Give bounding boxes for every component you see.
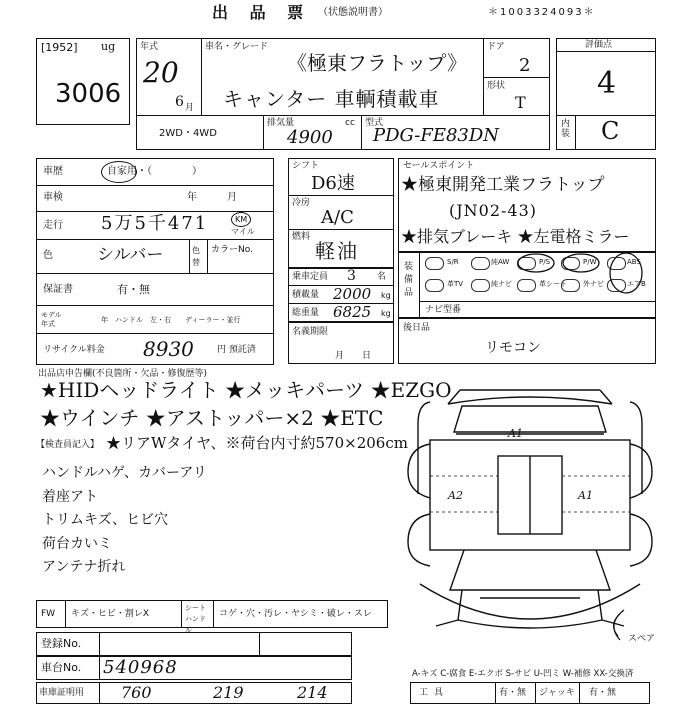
equip-navi-label: 純ナビ <box>491 280 512 288</box>
name-grade-label: 車名・グレード <box>205 42 269 52</box>
interior-label: 内装 <box>561 119 571 139</box>
serial-number: ＊1003324093＊ <box>488 7 596 18</box>
sales-line-3: ★排気ブレーキ ★左電格ミラー <box>401 227 630 246</box>
equip-airbag-label: エアB <box>627 280 646 288</box>
km-circle <box>231 212 251 227</box>
gross-unit: kg <box>381 309 391 318</box>
certificate-label: 車庫証明用 <box>39 688 85 698</box>
jack-label: ジャッキ <box>539 688 575 698</box>
later-items-label: 後日品 <box>403 323 431 333</box>
color-label: 色 <box>43 250 53 261</box>
equipment-circles <box>399 253 657 319</box>
inspector-line-5: 荷台カいミ <box>42 536 112 552</box>
ac-label: 冷房 <box>292 198 311 208</box>
equipment-label: 装備品 <box>404 262 414 298</box>
inspection-label: 車検 <box>43 192 63 203</box>
history-table <box>36 158 274 365</box>
lot-code: [1952] <box>41 41 78 54</box>
vehicle-name: キャンター 車輌積載車 <box>223 87 440 111</box>
equip-pw-label: P/W <box>583 258 597 266</box>
history-circle <box>101 161 137 183</box>
mileage-label: 走行 <box>43 220 63 231</box>
displacement-value: 4900 <box>287 127 333 148</box>
certificate-v2: 219 <box>213 683 244 702</box>
inspector-label: 【検査員記入】 <box>36 440 100 450</box>
expiry-value: 月 日 <box>335 351 372 361</box>
spec-table <box>288 158 394 268</box>
month-value: 6 <box>175 94 184 110</box>
certificate-v1: 760 <box>121 683 152 702</box>
car-damage-diagram <box>400 384 660 644</box>
tools-row <box>410 682 650 704</box>
shift-value: D6速 <box>311 173 355 194</box>
color-no-label: カラーNo. <box>211 245 253 255</box>
doors-label: ドア <box>487 42 505 52</box>
sales-line-2: (JN02-43) <box>449 201 538 220</box>
equip-tv-label: 革TV <box>447 280 464 288</box>
fw-label: FW <box>41 609 56 619</box>
passengers-unit: 名 <box>377 272 387 282</box>
lot-box <box>36 38 130 125</box>
model-type-label: 型式 <box>365 118 384 128</box>
model-year-value: 年 ハンドル 左・右 ディーラー・並行 <box>101 316 241 324</box>
capacity-table <box>288 268 394 322</box>
registration-label: 登録No. <box>41 637 82 650</box>
displacement-label: 排気量 <box>267 118 295 128</box>
form-title: 出 品 票 <box>212 3 312 22</box>
rating-box <box>556 38 656 150</box>
sheet-label: シートハンドル <box>185 604 206 634</box>
spare-label: スペア <box>628 634 656 644</box>
fuel-label: 燃料 <box>292 232 311 242</box>
shop-notes-line-2: ★ウインチ ★アストッパー×2 ★ETC <box>40 406 384 430</box>
color-change-label: 色替 <box>192 246 200 267</box>
jack-value: 有・無 <box>589 688 617 698</box>
sheet-value: コゲ・穴・汚レ・ヤシミ・破レ・スレ <box>219 609 372 619</box>
inspector-line-1: ★リアWタイヤ、※荷台内寸約570×206cm <box>106 434 408 452</box>
tools-label: 工具 <box>419 688 450 698</box>
rating-value: 4 <box>597 66 617 101</box>
expiry-box <box>288 322 394 364</box>
gross-label: 総重量 <box>292 308 320 318</box>
form-subtitle: （状態説明書） <box>318 7 388 18</box>
recycle-value: 8930 <box>143 337 194 361</box>
inspection-value: 年 月 <box>187 192 237 203</box>
vehicle-info-box <box>136 38 550 150</box>
model-handwritten: 《極東フラトップ》 <box>287 51 467 75</box>
inspector-line-2: ハンドルハゲ、カバーアリ <box>42 465 207 481</box>
month-unit: 月 <box>185 103 195 113</box>
equip-abs-label: ABS <box>627 258 641 266</box>
equip-sr-label: S/R <box>447 258 459 266</box>
mileage-unit-mile: マイル <box>231 227 255 236</box>
sales-line-1: ★極東開発工業フラトップ <box>401 175 605 195</box>
later-items-value: リモコン <box>485 340 541 356</box>
fw-row <box>36 600 388 634</box>
displacement-unit: cc <box>345 118 355 128</box>
damage-a2-left: A2 <box>448 489 463 502</box>
nav-model-label: ナビ型番 <box>425 305 462 315</box>
tools-value: 有・無 <box>499 688 527 698</box>
equip-ext-navi-label: 外ナビ <box>583 280 604 288</box>
warranty-label: 保証書 <box>43 284 73 295</box>
chassis-value: 540968 <box>103 657 178 678</box>
doors-value: 2 <box>519 55 531 76</box>
sales-points-label: セールスポイント <box>403 161 475 171</box>
passengers-value: 3 <box>347 268 356 284</box>
rating-label: 評価点 <box>585 40 613 50</box>
equipment-box <box>398 252 656 318</box>
ac-value: A/C <box>321 207 354 228</box>
load-unit: kg <box>381 291 391 300</box>
passengers-label: 乗車定員 <box>292 272 329 282</box>
damage-a1-right: A1 <box>578 489 593 502</box>
year-label: 年式 <box>140 42 159 52</box>
history-label: 車歴 <box>43 166 63 177</box>
shop-notes-label: 出品店申告欄(不良箇所・欠品・修復歴等) <box>38 369 208 379</box>
recycle-unit: 円 預託済 <box>217 345 256 355</box>
certificate-row <box>36 682 352 704</box>
fw-value: キズ・ヒビ・割レX <box>71 609 149 619</box>
color-value: シルバー <box>97 245 164 265</box>
expiry-label: 名義期限 <box>292 327 329 337</box>
mileage-unit-km: KM <box>235 215 248 224</box>
drive-label: 2WD・4WD <box>159 128 217 139</box>
damage-a1-top: A1 <box>508 427 523 440</box>
equip-aw-label: 純AW <box>491 258 510 266</box>
mileage-value: 5万5千471 <box>101 213 209 234</box>
history-value: 自家用・（ ） <box>107 166 202 177</box>
certificate-v3: 214 <box>297 683 328 702</box>
recycle-label: リサイクル料金 <box>43 345 105 355</box>
load-label: 積載量 <box>292 290 320 300</box>
shop-notes-line-1: ★HIDヘッドライト ★メッキパーツ ★EZGO <box>40 378 452 402</box>
spare-tire-icon <box>604 606 634 646</box>
chassis-label: 車台No. <box>41 661 82 674</box>
shift-label: シフト <box>292 161 320 171</box>
inspector-line-6: アンテナ折れ <box>42 559 126 575</box>
later-items-box <box>398 318 656 364</box>
registration-row <box>36 632 352 656</box>
inspector-line-3: 着座アト <box>42 489 98 505</box>
year-value: 20 <box>143 56 179 89</box>
gross-value: 6825 <box>333 303 372 321</box>
load-value: 2000 <box>333 285 372 303</box>
shape-value: T <box>515 93 526 112</box>
sales-points-box <box>398 158 656 252</box>
equip-ps-label: P/S <box>539 258 551 266</box>
lot-number: 3006 <box>55 79 122 109</box>
inspector-line-4: トリムキズ、ヒビ穴 <box>42 512 169 528</box>
warranty-value: 有・無 <box>117 283 150 296</box>
model-type-value: PDG-FE83DN <box>373 125 500 146</box>
chassis-row <box>36 656 352 680</box>
lot-code-suffix: ug <box>101 40 116 53</box>
damage-legend: A-キズ C-腐食 E-エクボ S-サビ U-凹ミ W-補修 XX-交換済 <box>412 669 634 679</box>
equip-seat-label: 革シート <box>539 280 567 288</box>
fuel-value: 軽油 <box>315 239 359 263</box>
interior-value: C <box>601 117 620 145</box>
shape-label: 形状 <box>487 81 506 91</box>
model-year-label: モデル年式 <box>41 311 62 328</box>
